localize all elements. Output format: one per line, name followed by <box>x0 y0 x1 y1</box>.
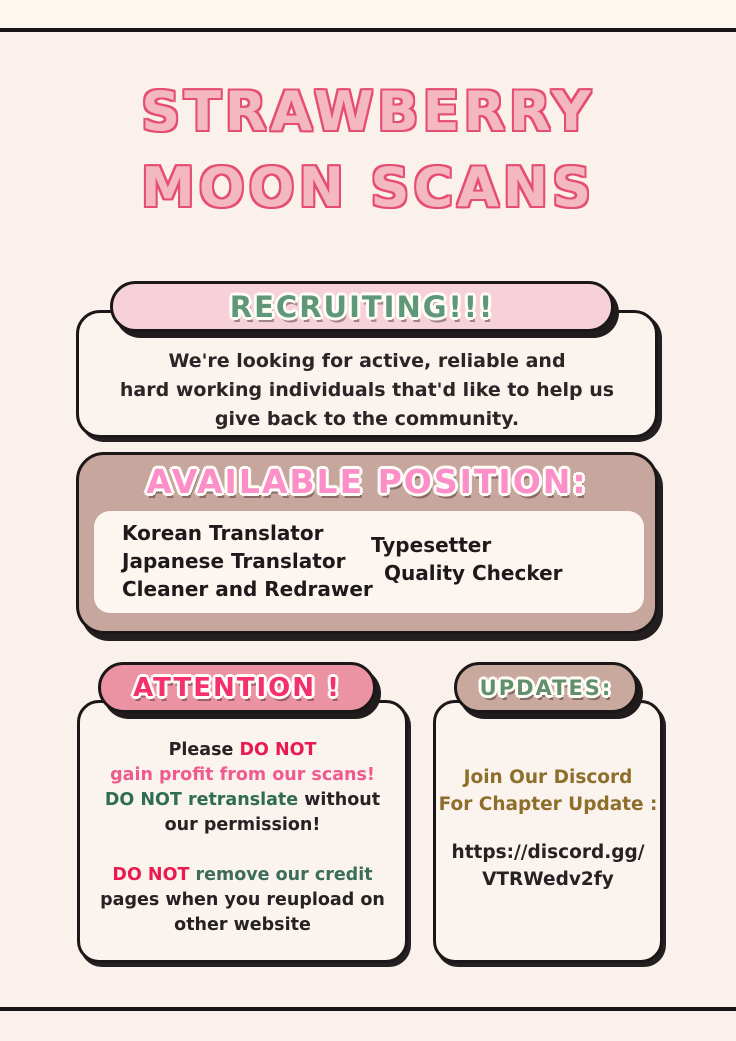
text-line: our permission! <box>164 815 321 835</box>
attention-header: ATTENTION ! <box>133 672 341 703</box>
text-line: DO NOT remove our credit <box>112 865 373 885</box>
text-line: Please DO NOT <box>168 740 317 760</box>
updates-banner <box>454 662 638 713</box>
recruiting-body-text <box>76 347 658 434</box>
positions-left-column <box>122 519 373 603</box>
recruiting-banner <box>110 281 614 332</box>
page-title-line1: STRAWBERRY <box>141 80 595 143</box>
updates-box <box>433 700 663 963</box>
text-line: give back to the community. <box>214 408 520 430</box>
text-line: Japanese Translator <box>122 549 346 573</box>
positions-header: AVAILABLE POSITION: <box>146 462 588 501</box>
top-margin-strip <box>0 0 736 28</box>
updates-header: UPDATES: <box>479 675 613 700</box>
page-title-line2: MOON SCANS <box>141 156 595 219</box>
text-line: Typesetter <box>371 533 492 557</box>
text-line: VTRWedv2fy <box>482 869 614 890</box>
text-line: DO NOT retranslate without <box>104 790 381 810</box>
text-line: hard working individuals that'd like to help us <box>119 379 615 401</box>
page-title <box>0 74 736 226</box>
attention-body-text <box>77 738 408 938</box>
text-line: https://discord.gg/ <box>451 842 645 863</box>
positions-right-column <box>371 531 563 587</box>
text-line: Korean Translator <box>122 521 324 545</box>
text-line: pages when you reupload on <box>100 890 385 910</box>
text-line: For Chapter Update : <box>438 794 658 815</box>
discord-link[interactable] <box>433 839 663 893</box>
text-line: gain profit from our scans! <box>110 765 375 785</box>
top-divider-line <box>0 28 736 32</box>
text-line: We're looking for active, reliable and <box>168 350 566 372</box>
attention-banner <box>98 662 376 713</box>
text-line: Join Our Discord <box>463 767 633 788</box>
text-line: Cleaner and Redrawer <box>122 577 373 601</box>
bottom-divider-line <box>0 1007 736 1011</box>
recruiting-header: RECRUITING!!! <box>229 289 495 324</box>
text-line: other website <box>174 915 311 935</box>
text-line: Quality Checker <box>384 561 563 585</box>
text-line <box>77 838 408 863</box>
discord-invite-text <box>433 764 663 818</box>
